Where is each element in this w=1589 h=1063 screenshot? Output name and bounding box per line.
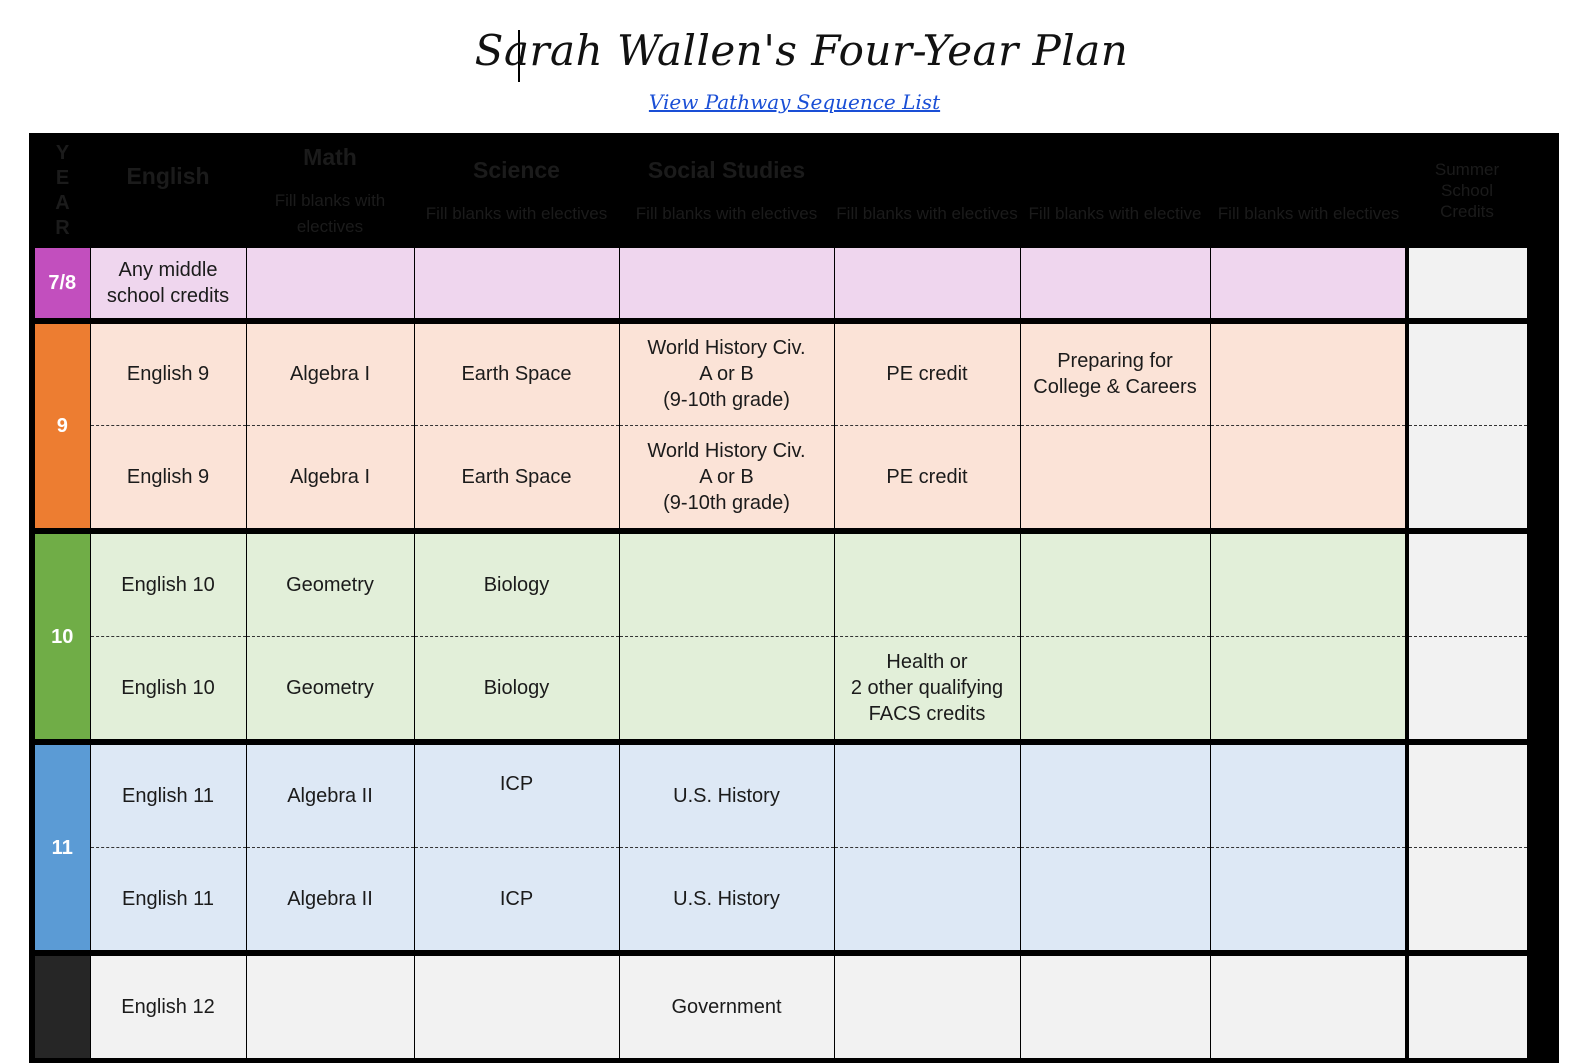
course-cell[interactable] bbox=[619, 636, 834, 739]
course-cell[interactable]: English 10 bbox=[90, 534, 246, 636]
course-cell[interactable]: English 12 bbox=[90, 956, 246, 1058]
summer-header: Summer School Credits bbox=[1407, 133, 1527, 248]
course-cell[interactable]: Health or 2 other qualifying FACS credits bbox=[834, 636, 1020, 739]
course-cell[interactable]: English 9 bbox=[90, 324, 246, 425]
course-cell[interactable] bbox=[834, 248, 1020, 318]
course-cell[interactable] bbox=[834, 847, 1020, 950]
table-row bbox=[35, 534, 1527, 636]
course-cell[interactable] bbox=[1020, 636, 1210, 739]
course-cell[interactable]: World History Civ. A or B (9-10th grade) bbox=[619, 324, 834, 425]
course-cell[interactable]: PE credit bbox=[834, 324, 1020, 425]
english-header: English bbox=[90, 133, 246, 248]
four-year-plan-table bbox=[29, 133, 1559, 1063]
course-cell[interactable] bbox=[1210, 324, 1407, 425]
course-cell[interactable]: Earth Space bbox=[414, 425, 619, 528]
course-cell[interactable] bbox=[619, 534, 834, 636]
summer-cell[interactable] bbox=[1407, 425, 1527, 528]
year-label-9: 9 bbox=[35, 324, 90, 528]
summer-cell[interactable] bbox=[1407, 534, 1527, 636]
year-label-12 bbox=[35, 956, 90, 1058]
course-cell[interactable]: Geometry bbox=[246, 534, 414, 636]
course-cell[interactable]: World History Civ. A or B (9-10th grade) bbox=[619, 425, 834, 528]
course-cell[interactable] bbox=[1210, 248, 1407, 318]
science-header: Science Fill blanks with electives bbox=[414, 133, 619, 248]
course-cell[interactable]: U.S. History bbox=[619, 745, 834, 847]
course-cell[interactable]: Earth Space bbox=[414, 324, 619, 425]
course-cell[interactable] bbox=[414, 248, 619, 318]
course-cell[interactable]: Algebra II bbox=[246, 745, 414, 847]
summer-cell[interactable] bbox=[1407, 248, 1527, 318]
course-cell[interactable] bbox=[1020, 248, 1210, 318]
course-cell[interactable]: Government bbox=[619, 956, 834, 1058]
table-row bbox=[35, 425, 1527, 528]
course-cell[interactable] bbox=[834, 956, 1020, 1058]
course-cell[interactable] bbox=[1020, 534, 1210, 636]
course-cell[interactable]: Biology bbox=[414, 636, 619, 739]
course-cell[interactable] bbox=[1210, 636, 1407, 739]
course-cell[interactable] bbox=[834, 534, 1020, 636]
course-cell[interactable]: Biology bbox=[414, 534, 619, 636]
course-cell[interactable] bbox=[1210, 745, 1407, 847]
year-header: Y E A R bbox=[35, 133, 90, 248]
course-cell[interactable] bbox=[1020, 956, 1210, 1058]
social-studies-header: Social Studies Fill blanks with electives bbox=[619, 133, 834, 248]
elective-header-1: Fill blanks with electives bbox=[834, 133, 1020, 248]
course-cell[interactable]: Any middle school credits bbox=[90, 248, 246, 318]
course-cell[interactable] bbox=[834, 745, 1020, 847]
course-cell[interactable]: English 11 bbox=[90, 847, 246, 950]
course-cell[interactable]: Algebra II bbox=[246, 847, 414, 950]
course-cell[interactable] bbox=[1020, 425, 1210, 528]
subtitle-area bbox=[0, 90, 1589, 114]
table-row bbox=[35, 248, 1527, 318]
summer-cell[interactable] bbox=[1407, 847, 1527, 950]
table-row bbox=[35, 956, 1527, 1058]
course-cell[interactable] bbox=[619, 248, 834, 318]
table-row bbox=[35, 847, 1527, 950]
course-cell[interactable]: English 11 bbox=[90, 745, 246, 847]
course-cell[interactable]: Geometry bbox=[246, 636, 414, 739]
table-row bbox=[35, 324, 1527, 425]
table-row bbox=[35, 636, 1527, 739]
course-cell[interactable]: ICP bbox=[414, 745, 619, 847]
page-title: Sarah Wallen's Four-Year Plan bbox=[474, 26, 1129, 75]
summer-cell[interactable] bbox=[1407, 324, 1527, 425]
course-cell[interactable]: PE credit bbox=[834, 425, 1020, 528]
math-header: Math Fill blanks with electives bbox=[246, 133, 414, 248]
elective-header-2: Fill blanks with elective bbox=[1020, 133, 1210, 248]
course-cell[interactable] bbox=[1210, 956, 1407, 1058]
course-cell[interactable]: Preparing for College & Careers bbox=[1020, 324, 1210, 425]
course-cell[interactable]: Algebra I bbox=[246, 425, 414, 528]
year-label-10: 10 bbox=[35, 534, 90, 739]
summer-cell[interactable] bbox=[1407, 636, 1527, 739]
course-cell[interactable]: ICP bbox=[414, 847, 619, 950]
course-cell[interactable] bbox=[246, 956, 414, 1058]
course-cell[interactable] bbox=[246, 248, 414, 318]
course-cell[interactable] bbox=[414, 956, 619, 1058]
table-row bbox=[35, 745, 1527, 847]
course-cell[interactable] bbox=[1210, 425, 1407, 528]
header-row bbox=[35, 133, 1527, 248]
elective-header-3: Fill blanks with electives bbox=[1210, 133, 1407, 248]
year-label-11: 11 bbox=[35, 745, 90, 950]
course-cell[interactable]: English 9 bbox=[90, 425, 246, 528]
course-cell[interactable] bbox=[1020, 745, 1210, 847]
course-cell[interactable]: U.S. History bbox=[619, 847, 834, 950]
course-cell[interactable]: Algebra I bbox=[246, 324, 414, 425]
title-area bbox=[0, 26, 1589, 75]
course-cell[interactable] bbox=[1020, 847, 1210, 950]
course-cell[interactable] bbox=[1210, 534, 1407, 636]
course-cell[interactable] bbox=[1210, 847, 1407, 950]
summer-cell[interactable] bbox=[1407, 745, 1527, 847]
summer-cell[interactable] bbox=[1407, 956, 1527, 1058]
pathway-sequence-link[interactable]: View Pathway Sequence List bbox=[648, 90, 941, 114]
year-label-7-8: 7/8 bbox=[35, 248, 90, 318]
course-cell[interactable]: English 10 bbox=[90, 636, 246, 739]
